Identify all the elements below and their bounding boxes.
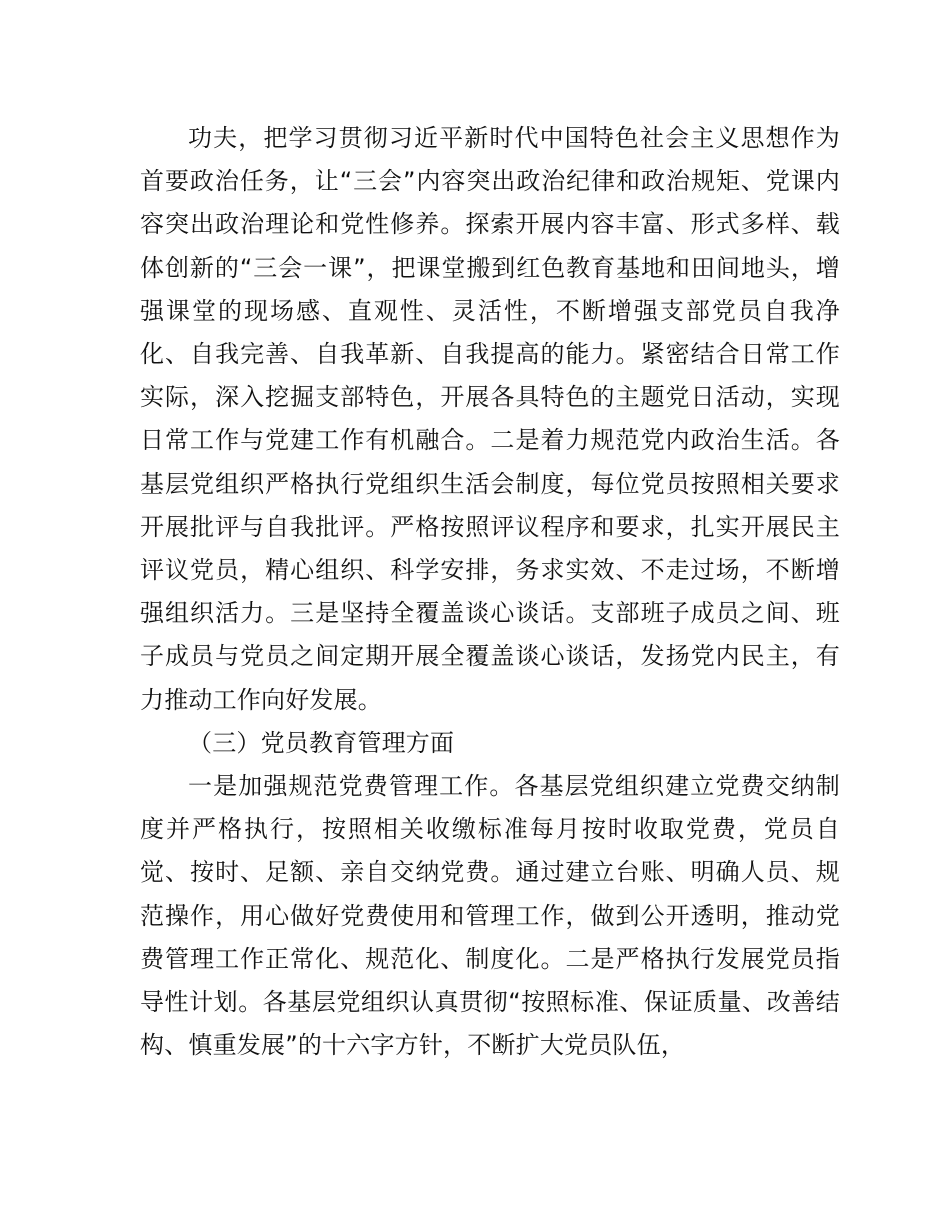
- body-paragraph-1: 功夫，把学习贯彻习近平新时代中国特色社会主义思想作为首要政治任务，让“三会”内容突出政治纪律和政治规矩、党课内容突出政治理论和党性修养。探索开展内容丰富、形式多样、载体创新的“三会一课”，把课堂搬到红色教育基地和田间地头，增强课堂的现场感、直观性、灵活性，不断增强支部党员自我净化、自我完善、自我革新、自我提高的能力。紧密结合日常工作实际，深入挖掘支部特色，开展各具特色的主题党日活动，实现日常工作与党建工作有机融合。二是着力规范党内政治生活。各基层党组织严格执行党组织生活会制度，每位党员按照相关要求开展批评与自我批评。严格按照评议程序和要求，扎实开展民主评议党员，精心组织、科学安排，务求实效、不走过场，不断增强组织活力。三是坚持全覆盖谈心谈话。支部班子成员之间、班子成员与党员之间定期开展全覆盖谈心谈话，发扬党内民主，有力推动工作向好发展。: [140, 124, 840, 714]
- document-body: [140, 117, 840, 1067]
- section-heading: （三）党员教育管理方面: [188, 728, 455, 757]
- body-paragraph-2: 一是加强规范党费管理工作。各基层党组织建立党费交纳制度并严格执行，按照相关收缴标准每月按时收取党费，党员自觉、按时、足额、亲自交纳党费。通过建立台账、明确人员、规范操作，用心做好党费使用和管理工作，做到公开透明，推动党费管理工作正常化、规范化、制度化。二是严格执行发展党员指导性计划。各基层党组织认真贯彻“按照标准、保证质量、改善结构、慎重发展”的十六字方针，不断扩大党员队伍，: [140, 772, 840, 1060]
